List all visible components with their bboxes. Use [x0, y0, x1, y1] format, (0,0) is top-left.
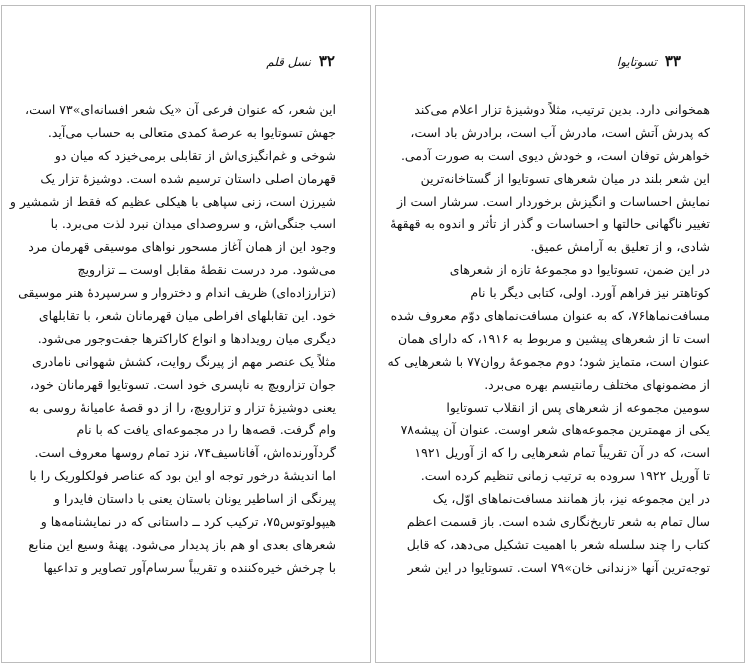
text-line: شادی، و از تعلیق به آرامش عمیق. — [530, 239, 710, 255]
text-line: است، که در آن تقریباً تمام شعرهایی را که از آوریل ۱۹۲۱ — [414, 445, 710, 461]
text-line: مثلاً یک عنصر مهم از پیرنگ روایت، کشش شهوانی نامادری — [31, 353, 336, 369]
text-line: وجود این از همان آغاز مسحور نواهای موسیقی قهرمان مرد — [28, 239, 336, 255]
page-header — [617, 52, 681, 70]
text-line: شوخی و غم‌انگیزی‌اش از تقابلی برمی‌خیزد که میان دو — [54, 147, 336, 163]
text-line: اما اندیشهٔ درخور توجه او این بود که عناصر فولکلوریک را با — [29, 468, 336, 484]
text-line: در این ضمن، تسوتایوا دو مجموعهٔ تازه از شعرهای — [449, 262, 710, 278]
text-line: این شعر بلند در میان شعرهای تسوتایوا از گستاخانه‌ترین — [420, 170, 710, 186]
page-number: ۳۲ — [318, 52, 335, 70]
running-title: نسل قلم — [266, 55, 311, 69]
text-line: شعرهای بعدی او هم باز پدیدار می‌شود. پهنهٔ وسیع این منابع — [28, 536, 336, 552]
page-body — [9, 99, 336, 580]
text-line: این شعر، که عنوان فرعی آن «یک شعر افسانه‌ای»۷۳ است، — [25, 102, 336, 117]
page-header — [266, 52, 335, 70]
text-line: که پدرش آتش است، مادرش آب است، برادرش باد است، — [410, 124, 710, 140]
text-line: هیپولوتوس۷۵، ترکیب کرد ــ داستانی که در نمایشنامه‌ها و — [40, 514, 336, 530]
text-line: می‌شود. مرد درست نقطهٔ مقابل اوست ــ تزارویچ — [77, 262, 336, 278]
text-line: پیرنگی از اساطیر یونان باستان یعنی با داستان فایدرا و — [53, 491, 336, 507]
page-number: ۳۳ — [664, 52, 681, 70]
text-line: قهرمان اصلی داستان ترسیم شده است. دوشیزهٔ تزار یک — [40, 170, 336, 186]
text-line: خود. این تقابلهای افراطی میان قهرمانان شعر، با تقابلهای — [38, 308, 336, 324]
text-line: با چرخش خیره‌کننده و تقریباً سرسام‌آور تصاویر و تداعیها — [43, 559, 336, 575]
text-line: جوان تزارویچ به ناپسری خود است. تسوتایوا قهرمانان خود، — [30, 376, 336, 392]
text-line: وام گرفت. قصه‌ها را در مجموعه‌ای یافت که با نام — [76, 422, 336, 438]
text-line: کوتاهتر نیز فراهم آورد. اولی، کتابی دیگر با نام — [470, 285, 710, 301]
text-line: است تا از شعرهای پیشین و مربوط به ۱۹۱۶، که دارای همان — [398, 330, 710, 346]
text-line: جهش تسوتایوا به عرصهٔ کمدی متعالی به حساب می‌آید. — [47, 124, 336, 140]
text-line: خواهرش توفان است، و خودش دیوی است به صورت آدمی. — [400, 147, 710, 163]
text-line: اسب جنگی‌اش، و سروصدای میدان نبرد لذت می‌برد. با — [50, 216, 336, 232]
left-page — [1, 5, 371, 663]
text-line: عنوان است، متمایز شود؛ دوم مجموعهٔ روان۷۷ با شعرهایی که — [387, 353, 710, 369]
text-line: یعنی دوشیزهٔ تزار و تزارویچ، را از دو قصهٔ عامیانهٔ روسی به — [28, 399, 336, 415]
text-line: سال تمام به شعر تاریخ‌نگاری شده است. باز قسمت اعظم — [406, 514, 710, 530]
text-line: از مضمونهای مختلف رمانتیسم بهره می‌برد. — [484, 376, 710, 392]
text-line: یکی از مهمترین مجموعه‌های شعر اوست. عنوان آن پیشه۷۸ — [400, 422, 710, 438]
text-line: تغییر ناگهانی حالتها و احساسات و گذر از تأثر و اندوه به قهقههٔ — [390, 216, 710, 232]
right-page — [375, 5, 745, 663]
text-line: دیگری میان رویدادها و انواع کاراکترها جفت‌وجور می‌شود. — [37, 330, 336, 346]
text-line: کتاب را چند سلسله شعر با اهمیت تشکیل می‌دهد، که قابل — [406, 536, 710, 552]
text-line: شیرزن است، زنی سپاهی با هیکلی عظیم که فقط از شمشیر و — [9, 193, 336, 209]
text-line: نمایش احساسات و انگیزش برخوردار است. سرشار است از — [396, 193, 710, 209]
text-line: تا آوریل ۱۹۲۲ سروده به ترتیب زمانی تنظیم کرده است. — [420, 468, 710, 484]
running-title: تسوتایوا — [616, 55, 657, 69]
text-line: گردآورنده‌اش، آفاناسیف۷۴، نزد تمام روسها معروف است. — [34, 445, 336, 461]
text-line: (تزارزاده‌ای) ظریف اندام و دختروار و سرسپردهٔ هنر موسیقی — [18, 285, 336, 301]
text-line: مسافت‌نماها۷۶، که به عنوان مسافت‌نماهای دوّم معروف شده — [390, 308, 710, 324]
text-line: توجه‌ترین آنها «زندانی خان»۷۹ است. تسوتایوا در این شعر — [407, 559, 710, 575]
text-line: همخوانی دارد. بدین ترتیب، مثلاً دوشیزهٔ تزار اعلام می‌کند — [414, 102, 710, 117]
page-body — [387, 99, 710, 580]
text-line: سومین مجموعه از شعرهای پس از انقلاب تسوتایوا — [446, 399, 710, 415]
text-line: در این مجموعه نیز، باز همانند مسافت‌نماهای اوّل، یک — [432, 491, 710, 507]
